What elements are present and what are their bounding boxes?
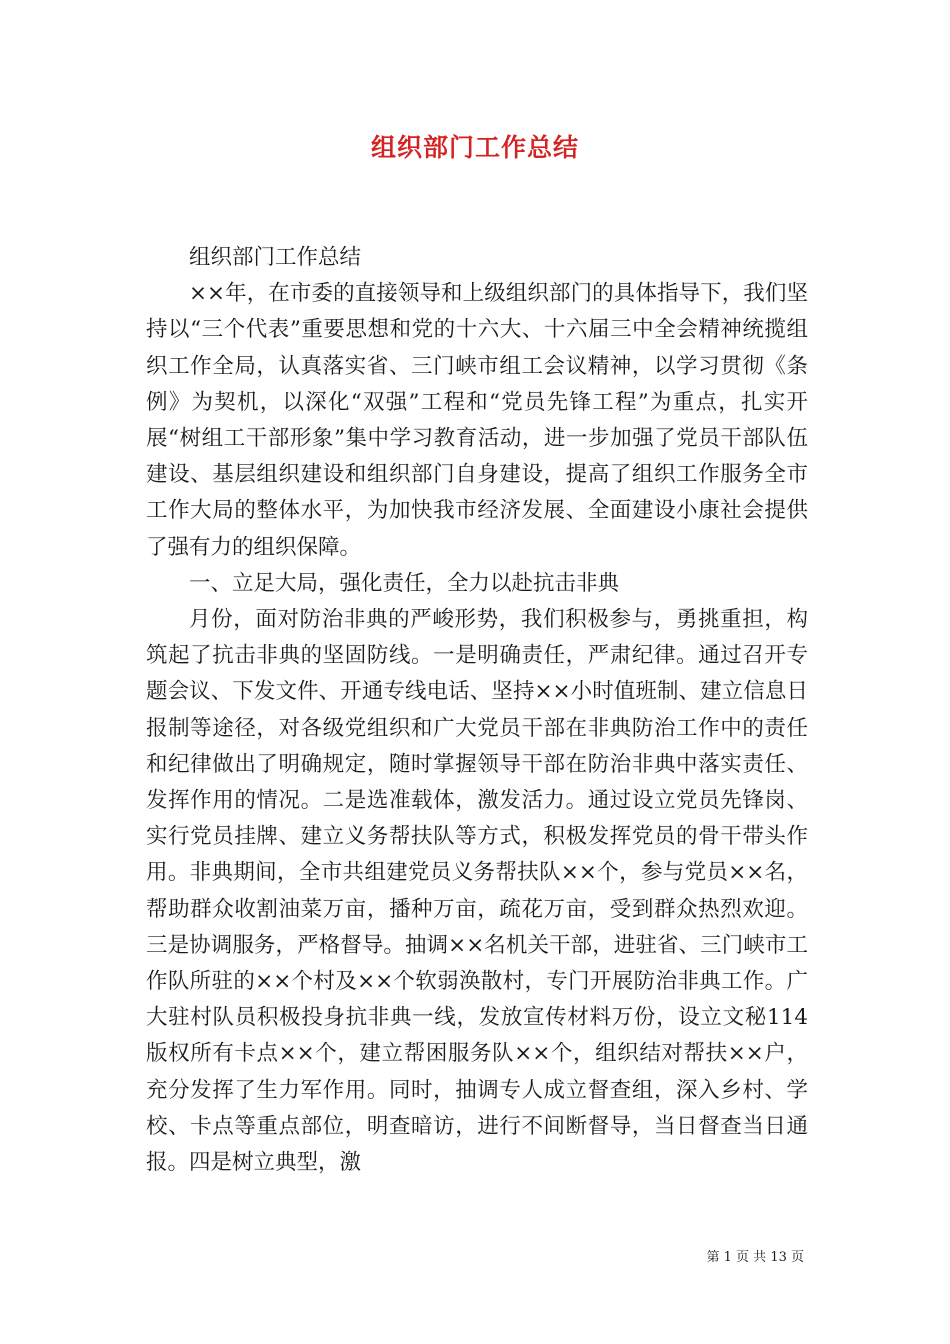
document-title: 组织部门工作总结 (370, 133, 579, 162)
body-paragraph: ××年，在市委的直接领导和上级组织部门的具体指导下，我们坚持以“三个代表”重要思想和党的十六大、十六届三中全会精神统揽组织工作全局，认真落实省、三门峡市组工会议精神，以学习贯彻《条例》为契机，以深化“双强”工程和“党员先锋工程”为重点，扎实开展“树组工干部形象”集中学习教育活动，进一步加强了党员干部队伍建设、基层组织建设和组织部门自身建设，提高了组织工作服务全市工作大局的整体水平，为加快我市经济发展、全面建设小康社会提供了强有力的组织保障。 (146, 281, 808, 560)
document-body (146, 240, 808, 1181)
page-number-footer: 第 1 页 共 13 页 (706, 1250, 804, 1265)
body-subtitle: 组织部门工作总结 (189, 245, 362, 270)
body-paragraph: 月份，面对防治非典的严峻形势，我们积极参与，勇挑重担，构筑起了抗击非典的坚固防线。一是明确责任，严肃纪律。通过召开专题会议、下发文件、开通专线电话、坚持××小时值班制、建立信息日报制等途径，对各级党组织和广大党员干部在非典防治工作中的责任和纪律做出了明确规定，随时掌握领导干部在防治非典中落实责任、发挥作用的情况。二是选准载体，激发活力。通过设立党员先锋岗、实行党员挂牌、建立义务帮扶队等方式，积极发挥党员的骨干带头作用。非典期间，全市共组建党员义务帮扶队××个，参与党员××名，帮助群众收割油菜万亩，播种万亩，疏花万亩，受到群众热烈欢迎。三是协调服务，严格督导。抽调××名机关干部，进驻省、三门峡市工作队所驻的××个村及××个软弱涣散村，专门开展防治非典工作。广大驻村队员积极投身抗非典一线，发放宣传材料万份，设立文秘114版权所有卡点××个，建立帮困服务队××个，组织结对帮扶××户，充分发挥了生力军作用。同时，抽调专人成立督查组，深入乡村、学校、卡点等重点部位，明查暗访，进行不间断督导，当日督查当日通报。四是树立典型，激 (146, 607, 808, 1176)
section-heading: 一、立足大局，强化责任，全力以赴抗击非典 (189, 570, 620, 596)
